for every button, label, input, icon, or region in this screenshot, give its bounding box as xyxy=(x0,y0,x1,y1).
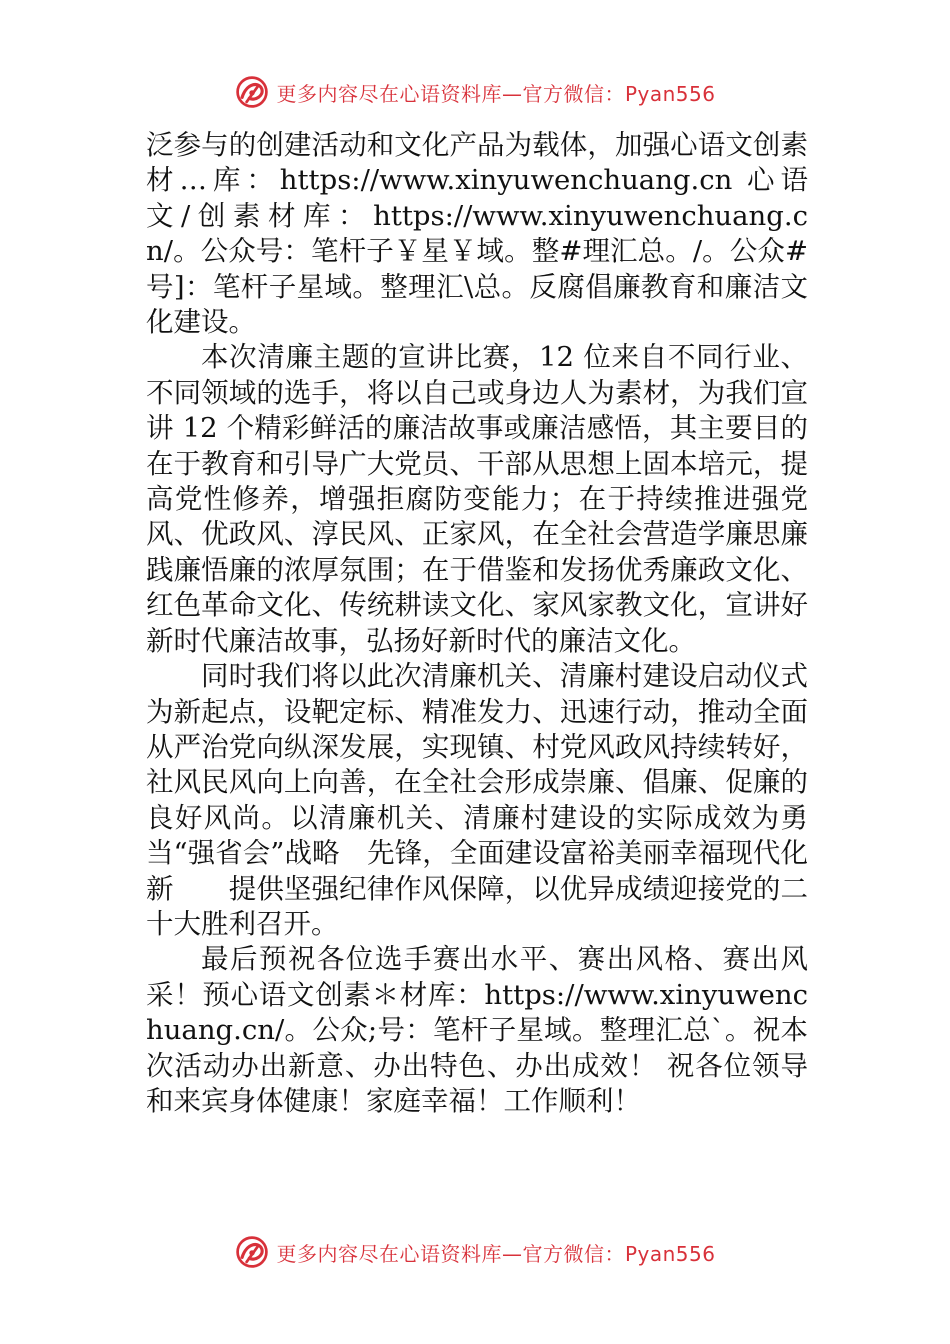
document-body xyxy=(146,128,808,1119)
header-banner xyxy=(0,72,950,112)
footer-banner xyxy=(0,1232,950,1272)
paragraph-1: 泛参与的创建活动和文化产品为载体，加强心语文创素材…库：https://www.xinyuwenchuang.cn 心语文/创素材库：https://www.xinyuwenchuang.cn/。公众号：笔杆子￥星￥域。整#理汇总。/。公众#号]：笔杆子星域。整理汇\总。反腐倡廉教育和廉洁文化建设。 xyxy=(146,129,808,339)
paragraph-4: 最后预祝各位选手赛出水平、赛出风格、赛出风采！预心语文创素＊材库：https://www.xinyuwenchuang.cn/。公众;号：笔杆子星域。整理汇总`。祝本次活动办出新意、办出特色、办出成效！ 祝各位领导和来宾身体健康！家庭幸福！工作顺利！ xyxy=(146,943,808,1117)
red-swirl-logo-icon xyxy=(234,74,270,110)
paragraph-2: 本次清廉主题的宣讲比赛，12 位来自不同行业、不同领域的选手，将以自己或身边人为素材，为我们宣讲 12 个精彩鲜活的廉洁故事或廉洁感悟，其主要目的在于教育和引导广大党员、干部从思想上固本培元，提高党性修养，增强拒腐防变能力；在于持续推进强党风、优政风、淳民风、正家风，在全社会营造学廉思廉践廉悟廉的浓厚氛围；在于借鉴和发扬优秀廉政文化、红色革命文化、传统耕读文化、家风家教文化，宣讲好新时代廉洁故事，弘扬好新时代的廉洁文化。 xyxy=(146,341,808,657)
header-banner-text: 更多内容尽在心语资料库—官方微信：Pyan556 xyxy=(276,81,716,106)
footer-banner-text: 更多内容尽在心语资料库—官方微信：Pyan556 xyxy=(276,1241,716,1266)
paragraph-3: 同时我们将以此次清廉机关、清廉村建设启动仪式为新起点，设靶定标、精准发力、迅速行动，推动全面从严治党向纵深发展，实现镇、村党风政风持续转好，社风民风向上向善，在全社会形成崇廉、倡廉、促廉的良好风尚。以清廉机关、清廉村建设的实际成效为勇当“强省会”战略 先锋，全面建设富裕美丽幸福现代化新 提供坚强纪律作风保障，以优异成绩迎接党的二十大胜利召开。 xyxy=(146,660,808,940)
red-swirl-logo-icon xyxy=(234,1234,270,1270)
